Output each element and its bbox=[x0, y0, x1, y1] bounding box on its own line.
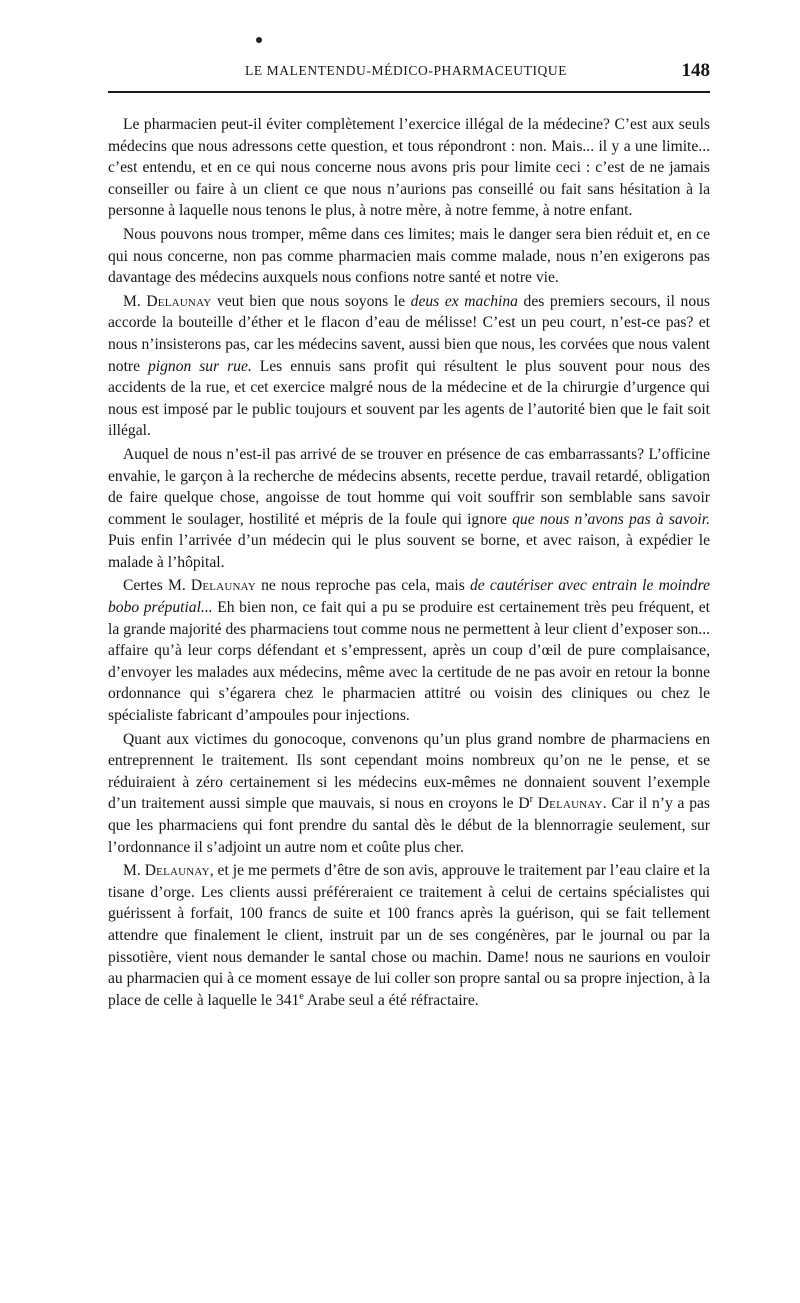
page-number: 148 bbox=[681, 60, 710, 81]
header-rule bbox=[108, 91, 710, 93]
text-run: des premiers secours, il nous accorde la bouteille d’éther et le flacon d’eau de mélisse! C’est un peu court, n’est-ce pas? et nous n’insisterons pas, car les médecins savent, aussi bien que nous, les corvées que nous valent notre bbox=[108, 292, 710, 375]
text-run: Arabe seul a été réfractaire. bbox=[303, 991, 479, 1009]
text-run: Auquel de nous n’est-il pas arrivé de se trouver en présence de cas embarrassants? L’officine envahie, le garçon à la recherche de médecins absents, recette perdue, travail retardé, obligation de faire quelque chose, angoisse de tout homme qui voit souffrir son semblable sans savoir comment le soulager, hostilité et mépris de la foule qui ignore bbox=[108, 445, 710, 528]
author-name: Delaunay bbox=[146, 292, 212, 310]
italic-phrase: que nous n’avons pas à savoir. bbox=[512, 510, 710, 528]
italic-phrase: pignon sur rue. bbox=[147, 357, 252, 375]
body-text bbox=[108, 114, 710, 1011]
text-run: ne nous reproche pas cela, mais bbox=[255, 577, 470, 595]
running-title: LE MALENTENDU-MÉDICO-PHARMACEUTIQUE bbox=[245, 63, 568, 78]
paragraph-3 bbox=[108, 291, 710, 442]
text-run: Nous pouvons nous tromper, même dans ces limites; mais le danger sera bien réduit et, en ce qui nous concerne, non pas comme pharmacien mais comme malade, nous n’en exigerons pas davantage des médecins auxquels nous confions notre santé et notre vie. bbox=[108, 225, 710, 287]
text-run: Certes M. bbox=[123, 577, 191, 595]
text-run: Eh bien non, ce fait qui a pu se produire est certainement très peu fréquent, et la grande majorité des pharmaciens tout comme nous ne permettent à leur client d’exposer son... affaire qu’à leur corps défendant et s’empressent, après un coup d’œil de pure complaisance, d’envoyer les malades aux médecins, même avec la certitude de ne pas avoir en retour la bonne ordonnance qui s’égarera chez le pharmacien attitré ou voisin des cliniques ou chez le spécialiste fabricant d’ampoules pour injections. bbox=[108, 599, 710, 725]
text-run: M. bbox=[123, 862, 145, 880]
text-run: . Car il n’y a pas que les pharmaciens qui font prendre du santal dès le début de la blennorragie seulement, sur l’ordonnance il s’adjoint un autre nom et coûte plus cher. bbox=[108, 795, 710, 856]
paragraph-7 bbox=[108, 860, 710, 1011]
paragraph-4 bbox=[108, 444, 710, 574]
superscript: r bbox=[529, 794, 533, 806]
italic-phrase: deus ex machina bbox=[410, 292, 518, 310]
text-run: Puis enfin l’arrivée d’un médecin qui le plus souvent se borne, et avec raison, à expédier le malade à l’hôpital. bbox=[108, 532, 710, 571]
paragraph-1 bbox=[108, 114, 710, 222]
paragraph-6 bbox=[108, 729, 710, 859]
paragraph-2 bbox=[108, 224, 710, 289]
ornament-dot bbox=[256, 37, 262, 43]
text-run: Les ennuis sans profit qui résultent le plus souvent pour nous des accidents de la rue, et cet exercice malgré nous de la médecine et de la chirurgie d’urgence qui nous est imposé par le public toujours et souvent par les agents de l’autorité bien que le fait soit illégal. bbox=[108, 357, 710, 440]
text-run: veut bien que nous soyons le bbox=[211, 292, 411, 310]
text-run: Quant aux victimes du gonocoque, convenons qu’un plus grand nombre de pharmaciens en entreprennent le traitement. Ils sont cependant moins nombreux qu’on ne le pense, et se réduiraient à zéro certainement si les médecins eux-mêmes ne donnaient souvent l’exemple d’un traitement aussi simple que mauvais, si nous en croyons le D bbox=[108, 730, 710, 813]
paragraph-5 bbox=[108, 575, 710, 726]
superscript: e bbox=[299, 990, 304, 1002]
text-run: M. bbox=[123, 292, 147, 310]
text-run: , et je me permets d’être de son avis, approuve le traitement par l’eau claire et la tisane d’orge. Les clients aussi préféreraient ce traitement à celui de certains spécialistes qui guérissent à forfait, 100 francs de suite et 100 francs après la guérison, qui se fait tellement attendre que finalement le client, instruit par un de ses congénères, par le journal ou par la pissotière, vient nous demander le santal chose ou machin. Dame! nous ne saurions en vouloir au pharmacien qui à ce moment essaye de lui coller son propre santal ou sa propre injection, à la place de celle à laquelle le 341 bbox=[108, 862, 710, 1009]
text-run: Le pharmacien peut-il éviter complètement l’exercice illégal de la médecine? C’est aux seuls médecins que nous adressons cette question, et tous répondront : non. Mais... il y a une limite... c’est entendu, et en ce qui nous concerne nous avons pris pour limite ceci : c’est de ne jamais conseiller ou faire à un client ce que nous n’aurions pas conseillé ou fait sans hésitation à la personne à laquelle nous tenons le plus, à notre mère, à notre femme, à notre enfant. bbox=[108, 116, 710, 220]
page-header bbox=[108, 60, 710, 86]
author-name: Delaunay bbox=[537, 795, 603, 813]
italic-phrase: de cautériser avec entrain le moindre bobo préputial... bbox=[108, 577, 710, 617]
author-name: Delaunay bbox=[190, 577, 256, 595]
author-name: Delaunay bbox=[144, 862, 210, 880]
